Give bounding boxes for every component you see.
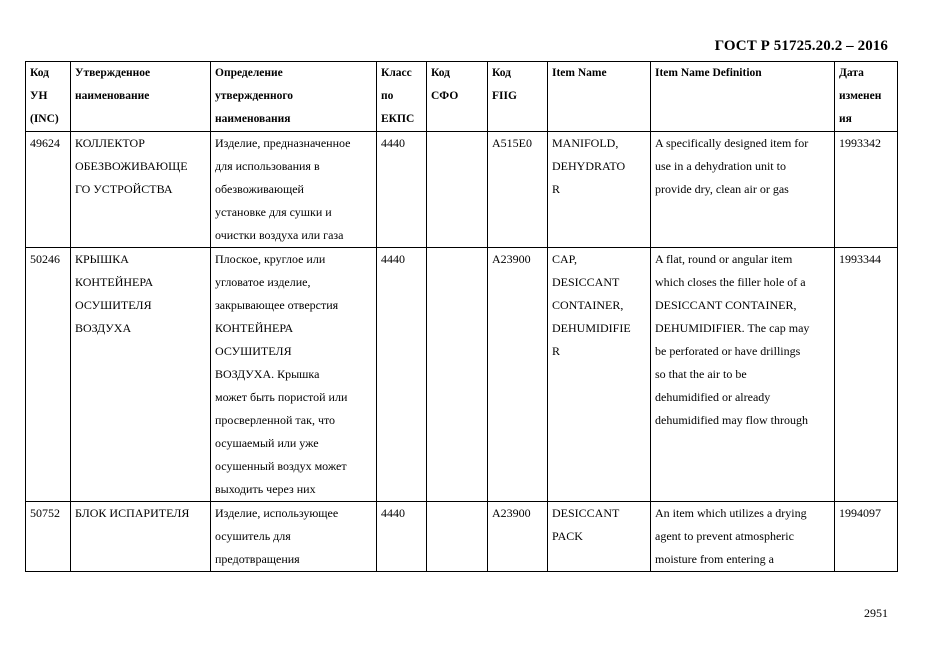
cell-item-name: DESICCANT PACK — [548, 502, 651, 572]
cell-definition: Изделие, предназначенное для использования в обезвоживающей установке для сушки и очистки воздуха или газа — [211, 132, 377, 248]
col-header-change-date: Дата изменен ия — [835, 62, 898, 132]
item-name-table — [25, 61, 898, 572]
cell-approved-name: БЛОК ИСПАРИТЕЛЯ — [71, 502, 211, 572]
cell-item-name-definition: A specifically designed item for use in a dehydration unit to provide dry, clean air or gas — [651, 132, 835, 248]
cell-inc: 49624 — [26, 132, 71, 248]
cell-definition: Плоское, круглое или угловатое изделие, закрывающее отверстия КОНТЕЙНЕРА ОСУШИТЕЛЯ ВОЗДУХА. Крышка может быть пористой или просверленной так, что осушаемый или уже осушенный воздух может выходить через них — [211, 248, 377, 502]
table-header-row — [26, 62, 898, 132]
cell-fiig-code: A515E0 — [488, 132, 548, 248]
col-header-ekps-class: Класс по ЕКПС — [377, 62, 427, 132]
table-row — [26, 248, 898, 502]
table-row — [26, 502, 898, 572]
document-header: ГОСТ Р 51725.20.2 – 2016 — [714, 38, 888, 54]
cell-ekps-class: 4440 — [377, 248, 427, 502]
page-number: 2951 — [864, 606, 888, 620]
col-header-fiig-code: Код FIIG — [488, 62, 548, 132]
cell-sfo-code — [427, 502, 488, 572]
cell-change-date: 1993344 — [835, 248, 898, 502]
cell-item-name: CAP, DESICCANT CONTAINER, DEHUMIDIFIE R — [548, 248, 651, 502]
table-row — [26, 132, 898, 248]
cell-change-date: 1994097 — [835, 502, 898, 572]
col-header-item-name-definition: Item Name Definition — [651, 62, 835, 132]
col-header-approved-name: Утвержденное наименование — [71, 62, 211, 132]
cell-item-name-definition: An item which utilizes a drying agent to prevent atmospheric moisture from entering a — [651, 502, 835, 572]
col-header-definition: Определение утвержденного наименования — [211, 62, 377, 132]
col-header-inc: Код УН (INC) — [26, 62, 71, 132]
cell-inc: 50246 — [26, 248, 71, 502]
cell-definition: Изделие, использующее осушитель для предотвращения — [211, 502, 377, 572]
cell-item-name-definition: A flat, round or angular item which closes the filler hole of a DESICCANT CONTAINER, DEHUMIDIFIER. The cap may be perforated or have drillings so that the air to be dehumidified or already dehumidified may flow through — [651, 248, 835, 502]
cell-sfo-code — [427, 248, 488, 502]
cell-approved-name: КРЫШКА КОНТЕЙНЕРА ОСУШИТЕЛЯ ВОЗДУХА — [71, 248, 211, 502]
col-header-item-name: Item Name — [548, 62, 651, 132]
col-header-sfo-code: Код СФО — [427, 62, 488, 132]
cell-fiig-code: A23900 — [488, 502, 548, 572]
cell-item-name: MANIFOLD, DEHYDRATO R — [548, 132, 651, 248]
cell-fiig-code: A23900 — [488, 248, 548, 502]
cell-ekps-class: 4440 — [377, 502, 427, 572]
cell-approved-name: КОЛЛЕКТОР ОБЕЗВОЖИВАЮЩЕ ГО УСТРОЙСТВА — [71, 132, 211, 248]
cell-change-date: 1993342 — [835, 132, 898, 248]
cell-ekps-class: 4440 — [377, 132, 427, 248]
cell-sfo-code — [427, 132, 488, 248]
cell-inc: 50752 — [26, 502, 71, 572]
